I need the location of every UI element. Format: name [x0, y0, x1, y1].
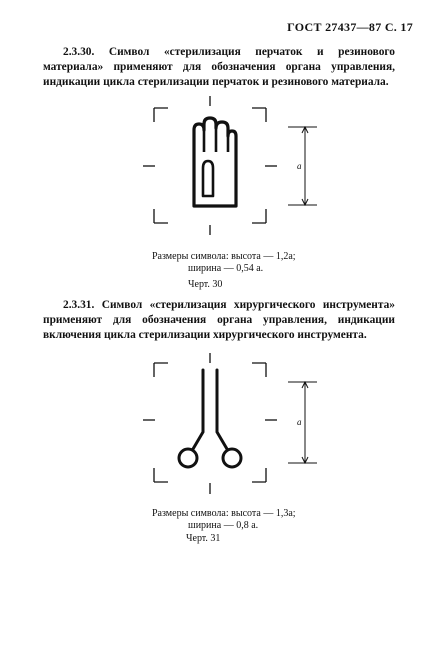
dimensions-31-line1: Размеры символа: высота — 1,3a; [152, 508, 296, 519]
paragraph-2-3-31: 2.3.31. Символ «стерилизация хирургического инструмента» применяют для обозначения органа управления, индикации включения цикла стерилизации хирургического инструмента. [43, 299, 395, 341]
dimensions-30 [152, 251, 296, 275]
glove-dimension-a [288, 127, 317, 205]
instrument-dim-label: a [297, 417, 302, 427]
instrument-symbol-frame [143, 353, 277, 494]
dimensions-30-line2: ширина — 0,54 a. [188, 263, 264, 274]
surgical-instrument-icon [179, 370, 241, 467]
dimensions-31-line2: ширина — 0,8 a. [188, 520, 259, 531]
glove-dim-label: a [297, 161, 302, 171]
paragraph-2-3-30: 2.3.30. Символ «стерилизация перчаток и резинового материала» применяют для обозначения органа управления, индикации цикла стерилизации перчаток и резинового материала. [43, 46, 395, 88]
glove-icon [194, 118, 236, 206]
instrument-dimension-a [288, 382, 317, 463]
figure-caption-31: Черт. 31 [186, 533, 221, 544]
figure-caption-30: Черт. 30 [188, 279, 223, 290]
dimensions-31 [152, 508, 296, 532]
page-header: ГОСТ 27437—87 С. 17 [287, 20, 413, 34]
dimensions-30-line1: Размеры символа: высота — 1,2a; [152, 251, 296, 262]
